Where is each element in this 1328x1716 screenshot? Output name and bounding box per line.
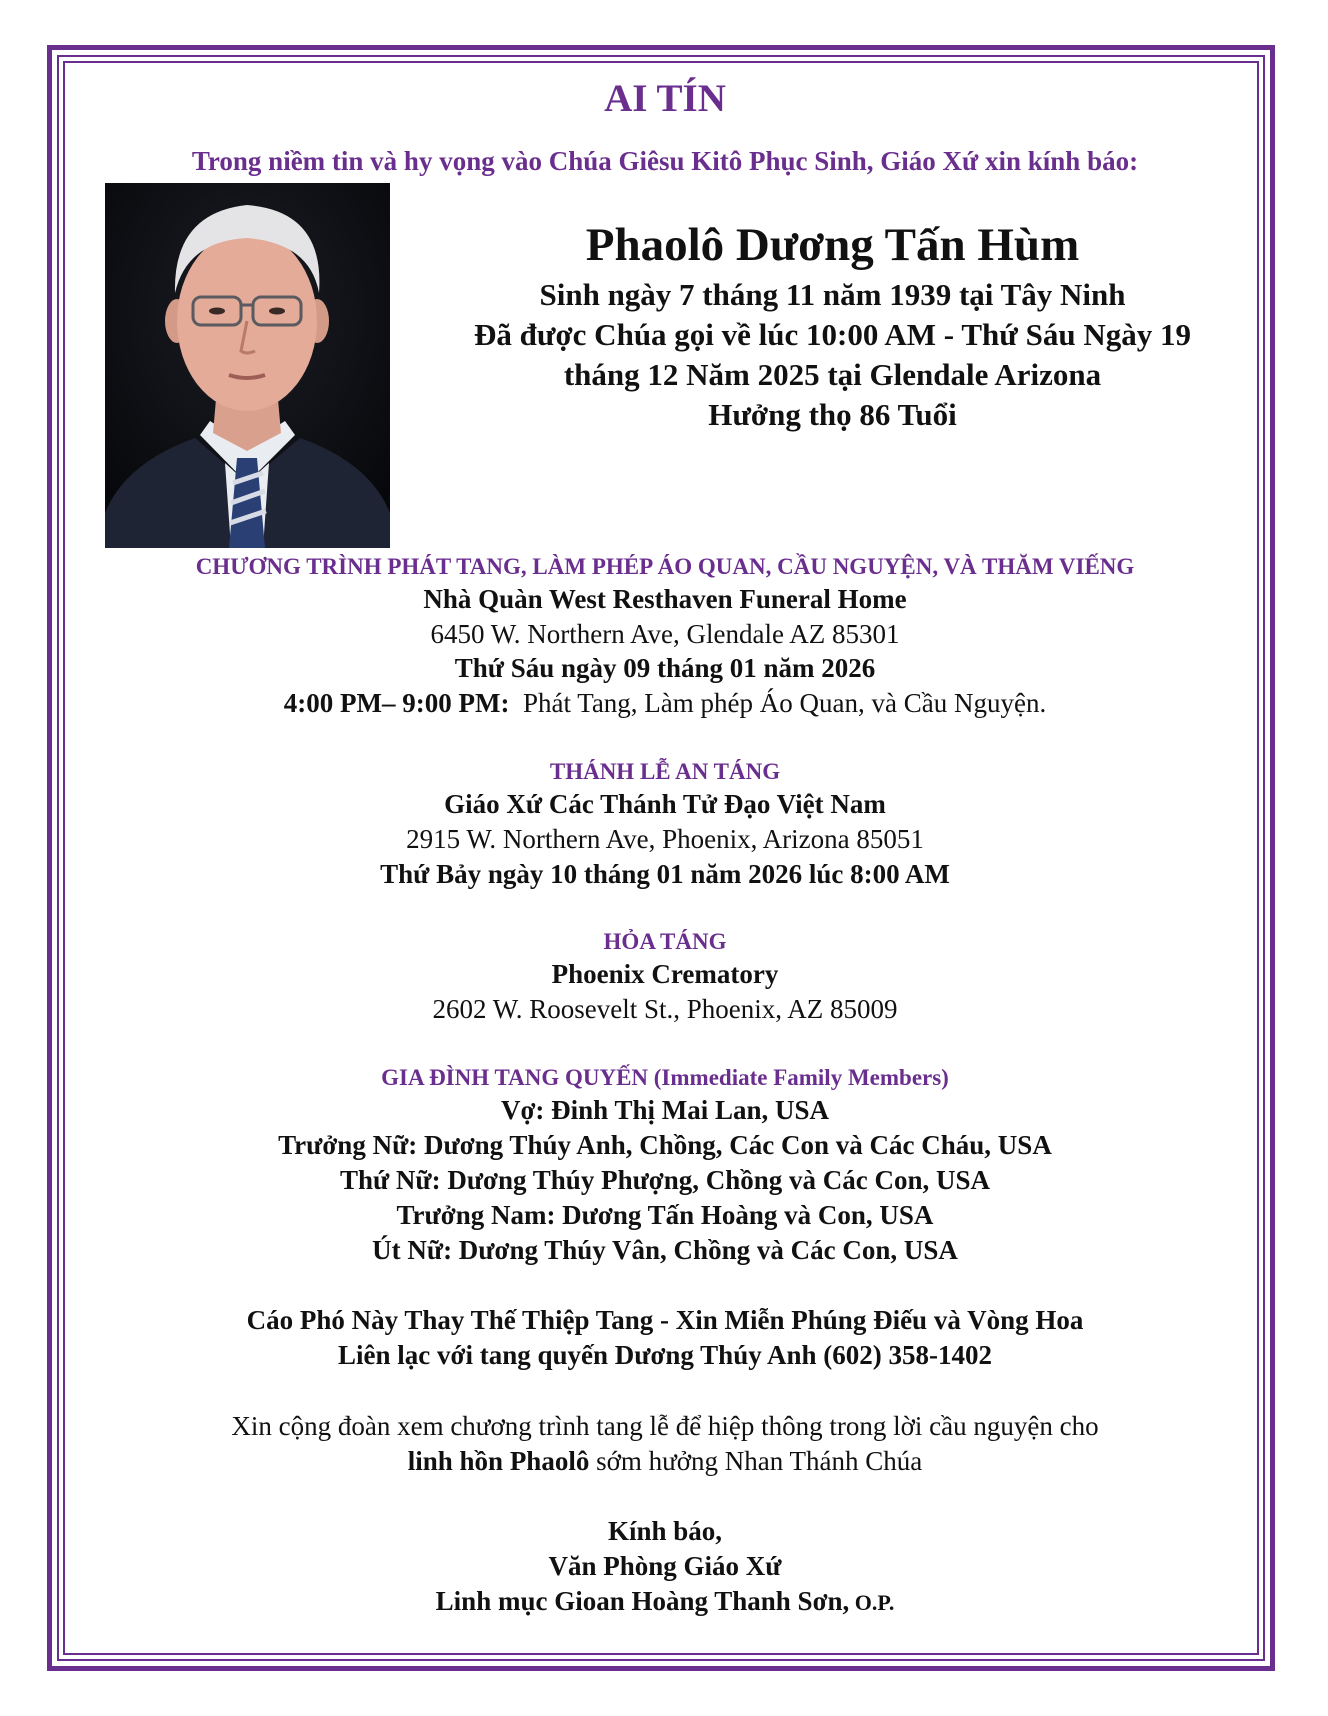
closing-office: Văn Phòng Giáo Xứ — [548, 1551, 782, 1581]
wake-venue: Nhà Quàn West Resthaven Funeral Home — [423, 584, 907, 614]
prayer-line-1: Xin cộng đoàn xem chương trình tang lễ để hiệp thông trong lời cầu nguyện cho — [231, 1411, 1099, 1441]
cremation-heading: HỎA TÁNG — [603, 929, 727, 954]
page-title: AI TÍN — [604, 77, 726, 120]
mass-venue: Giáo Xứ Các Thánh Tử Đạo Việt Nam — [444, 789, 886, 819]
family-member: Vợ: Đinh Thị Mai Lan, USA — [500, 1095, 830, 1125]
wake-time: 4:00 PM– 9:00 PM: — [283, 688, 510, 718]
wake-activity: Phát Tang, Làm phép Áo Quan, và Cầu Nguyện. — [522, 688, 1047, 718]
portrait-photo — [105, 183, 390, 548]
family-heading: GIA ĐÌNH TANG QUYẾN (Immediate Family Members) — [381, 1065, 949, 1090]
family-member: Thứ Nữ: Dương Thúy Phượng, Chồng và Các Con, USA — [339, 1165, 991, 1195]
wake-address: 6450 W. Northern Ave, Glendale AZ 85301 — [430, 619, 900, 649]
priest-name: Linh mục Gioan Hoàng Thanh Sơn, — [435, 1586, 850, 1616]
portrait-illustration — [105, 183, 390, 548]
notice-line-1: Cáo Phó Này Thay Thế Thiệp Tang - Xin Miễn Phúng Điếu và Vòng Hoa — [246, 1305, 1084, 1335]
notice-line-2: Liên lạc với tang quyến Dương Thúy Anh (602) 358-1402 — [338, 1340, 992, 1370]
priest-order: O.P. — [849, 1590, 895, 1615]
cremation-address: 2602 W. Roosevelt St., Phoenix, AZ 85009 — [432, 994, 898, 1024]
cremation-venue: Phoenix Crematory — [551, 959, 779, 989]
mass-date: Thứ Bảy ngày 10 tháng 01 năm 2026 lúc 8:00 AM — [380, 859, 950, 889]
family-member: Trưởng Nam: Dương Tấn Hoàng và Con, USA — [396, 1200, 934, 1230]
birth-line: Sinh ngày 7 tháng 11 năm 1939 tại Tây Ninh — [539, 277, 1126, 312]
wake-heading: CHƯƠNG TRÌNH PHÁT TANG, LÀM PHÉP ÁO QUAN, CẦU NGUYỆN, VÀ THĂM VIẾNG — [195, 554, 1135, 579]
closing-greeting: Kính báo, — [607, 1516, 723, 1546]
deceased-name: Phaolô Dương Tấn Hùm — [585, 219, 1080, 271]
death-line-2: tháng 12 Năm 2025 tại Glendale Arizona — [563, 357, 1102, 392]
closing-priest — [80, 1586, 1250, 1617]
mass-address: 2915 W. Northern Ave, Phoenix, Arizona 85051 — [406, 824, 924, 854]
prayer-rest: sớm hưởng Nhan Thánh Chúa — [589, 1446, 923, 1476]
wake-schedule — [80, 688, 1250, 719]
age-line: Hưởng thọ 86 Tuổi — [708, 397, 957, 432]
death-line-1: Đã được Chúa gọi về lúc 10:00 AM - Thứ Sáu Ngày 19 — [474, 317, 1191, 352]
prayer-bold: linh hồn Phaolô — [407, 1446, 590, 1476]
mass-heading: THÁNH LỄ AN TÁNG — [549, 759, 781, 784]
intro-line: Trong niềm tin và hy vọng vào Chúa Giêsu Kitô Phục Sinh, Giáo Xứ xin kính báo: — [191, 146, 1139, 176]
family-member: Út Nữ: Dương Thúy Vân, Chồng và Các Con, USA — [372, 1235, 958, 1265]
wake-date: Thứ Sáu ngày 09 tháng 01 năm 2026 — [454, 653, 876, 683]
family-member: Trưởng Nữ: Dương Thúy Anh, Chồng, Các Con và Các Cháu, USA — [278, 1130, 1052, 1160]
prayer-line-2 — [80, 1446, 1250, 1477]
